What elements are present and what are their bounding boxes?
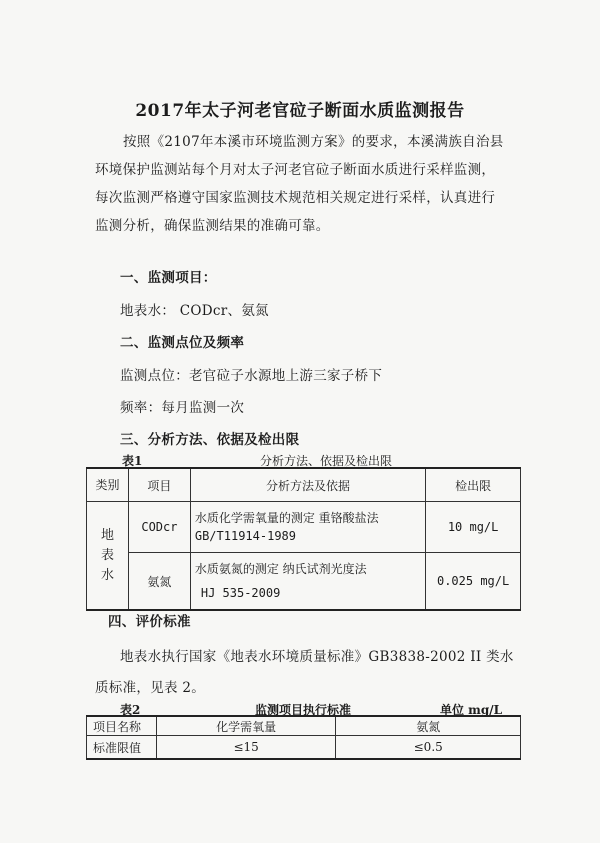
section4-line-1: 地表水执行国家《地表水环境质量标准》GB3838-2002 II 类水 [120,649,514,665]
intro-line-1: 按照《2107年本溪市环境监测方案》的要求，本溪满族自治县 [123,134,504,150]
row2-method-name: 水质氨氮的测定 纳氏试剂光度法 [194,562,367,576]
row-cod: ≤15 [156,736,336,760]
header-method: 分析方法及依据 [190,468,425,502]
section4-line-2: 质标准，见表 2。 [95,680,206,696]
header-cod: 化学需氧量 [156,716,336,736]
intro-line-3: 每次监测严格遵守国家监测技术规范相关规定进行采样，认真进行 [95,190,496,206]
table2-label: 表2 [120,703,141,717]
analysis-method-table [86,467,521,611]
section3-heading: 三、分析方法、依据及检出限 [120,432,300,448]
standard-table [86,715,521,760]
row2-item: 氨氮 [128,553,190,611]
row-nh3: ≤0.5 [336,736,521,760]
row2-method [190,553,425,611]
row1-item: CODcr [128,502,190,553]
section2-frequency: 频率：每月监测一次 [120,400,245,416]
row-name: 标准限值 [87,736,157,760]
row1-method [190,502,425,553]
row1-limit: 10 mg/L [426,502,521,553]
section1-text: 地表水： CODcr、氨氮 [120,303,269,319]
report-title: 2017年太子河老官砬子断面水质监测报告 [135,101,465,121]
row1-method-standard: GB/T11914-1989 [194,529,297,543]
intro-line-2: 环境保护监测站每个月对太子河老官砬子断面水质进行采样监测， [95,162,496,178]
header-category: 类别 [87,468,129,502]
section2-heading: 二、监测点位及频率 [120,335,245,351]
category-cell: 地表水 [87,502,129,611]
section2-location: 监测点位：老官砬子水源地上游三家子桥下 [120,368,383,384]
table1-caption: 分析方法、依据及检出限 [260,454,393,468]
table-row [87,502,521,553]
table-row [87,736,521,760]
table2-unit: 单位 mg/L [440,703,503,717]
table2-caption: 监测项目执行标准 [255,703,352,717]
header-item: 项目 [128,468,190,502]
table-row [87,553,521,611]
table-header-row [87,716,521,736]
table1-label: 表1 [122,454,143,468]
section4-heading: 四、评价标准 [108,614,191,630]
table-header-row [87,468,521,502]
header-nh3: 氨氮 [336,716,521,736]
intro-line-4: 监测分析，确保监测结果的准确可靠。 [95,218,330,234]
header-name: 项目名称 [87,716,157,736]
row2-method-standard: HJ 535-2009 [200,586,281,600]
header-limit: 检出限 [426,468,521,502]
row2-limit: 0.025 mg/L [426,553,521,611]
row1-method-name: 水质化学需氧量的测定 重铬酸盐法 [194,511,379,525]
section1-heading: 一、监测项目： [120,270,217,286]
